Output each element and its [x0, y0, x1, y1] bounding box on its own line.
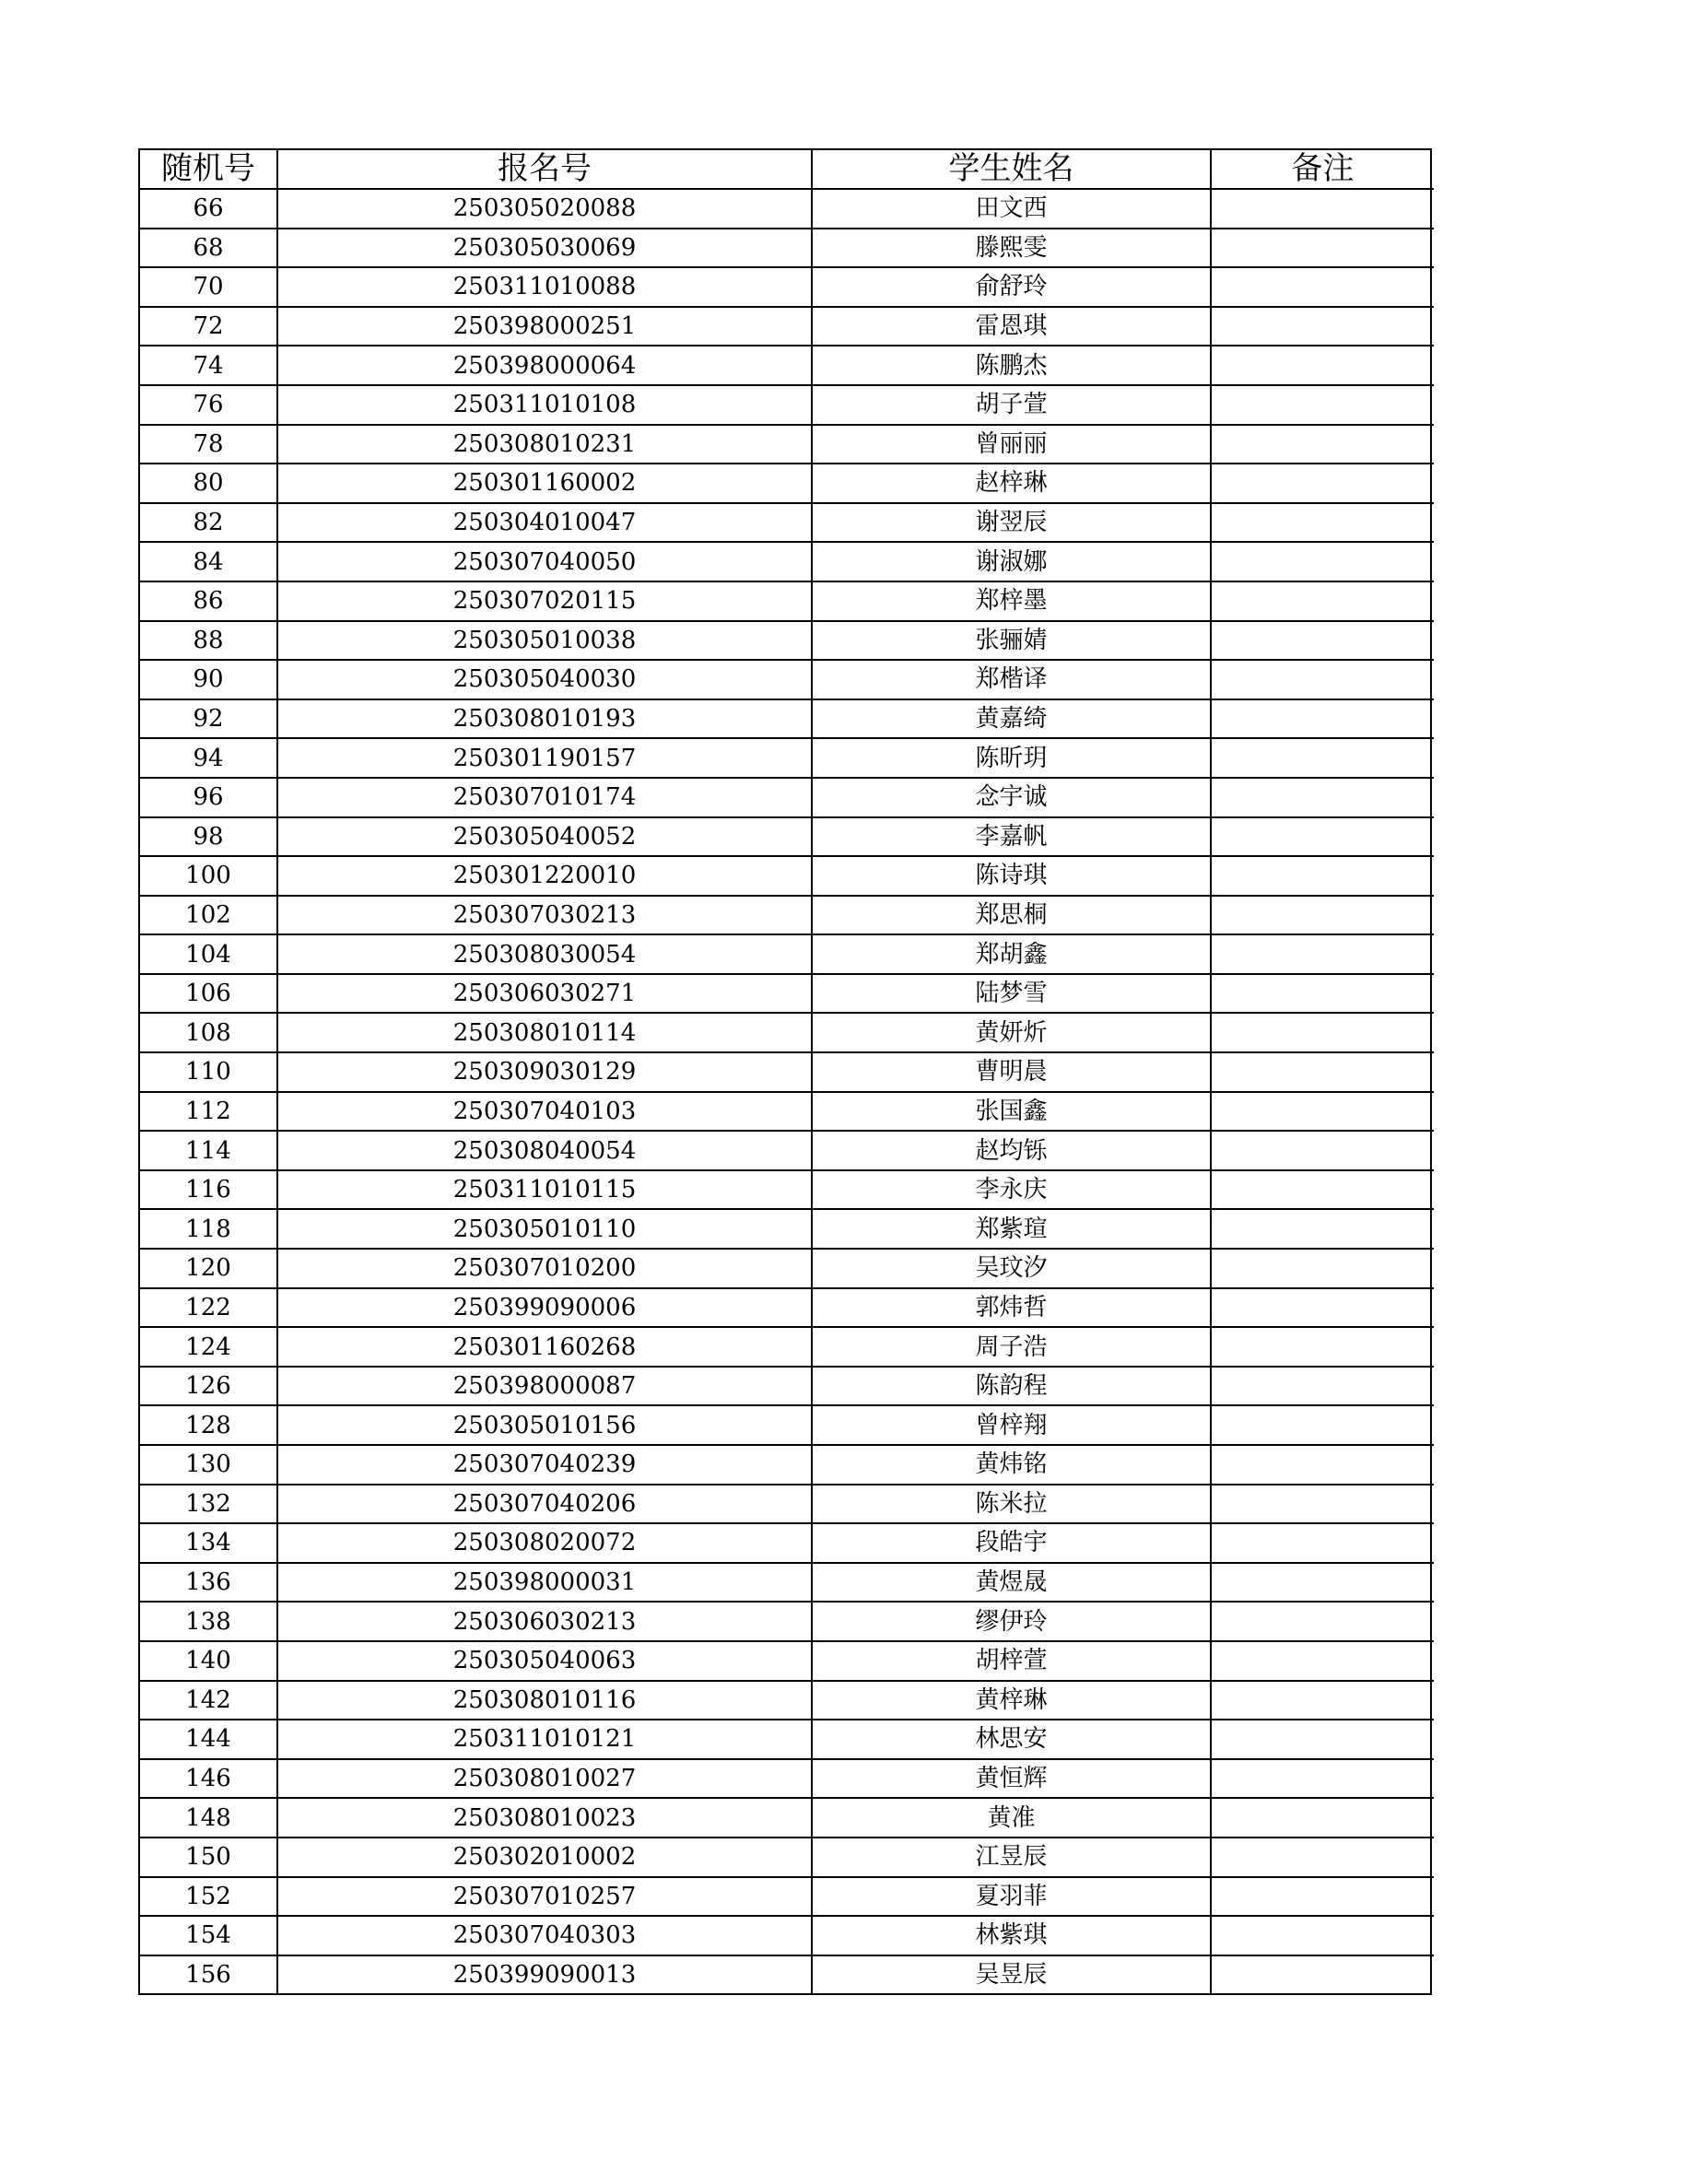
- table-row: [140, 1092, 1434, 1132]
- random-number-cell: 84: [140, 542, 277, 581]
- table-row: [140, 1367, 1434, 1406]
- random-number-cell: 148: [140, 1798, 277, 1838]
- student-name-cell: 郑梓墨: [812, 581, 1211, 621]
- student-name-cell: 黄妍炘: [812, 1013, 1211, 1052]
- remarks-cell: [1211, 1955, 1434, 1994]
- random-number-cell: 88: [140, 621, 277, 661]
- registration-number-cell: 250399090006: [277, 1288, 812, 1328]
- registration-number-cell: 250308010027: [277, 1759, 812, 1799]
- student-name-cell: 陆梦雪: [812, 974, 1211, 1014]
- table-row: [140, 1131, 1434, 1170]
- registration-number-cell: 250308010193: [277, 699, 812, 739]
- random-number-cell: 80: [140, 464, 277, 503]
- random-number-cell: 96: [140, 778, 277, 817]
- table-row: [140, 581, 1434, 621]
- table-row: [140, 1916, 1434, 1955]
- table-row: [140, 738, 1434, 778]
- student-name-cell: 陈米拉: [812, 1485, 1211, 1524]
- header-random-number: 随机号: [140, 150, 277, 189]
- table-row: [140, 307, 1434, 346]
- table-row: [140, 1249, 1434, 1288]
- remarks-cell: [1211, 1681, 1434, 1720]
- remarks-cell: [1211, 581, 1434, 621]
- registration-number-cell: 250311010115: [277, 1170, 812, 1210]
- remarks-cell: [1211, 1209, 1434, 1249]
- student-name-cell: 吴玟汐: [812, 1249, 1211, 1288]
- header-row: [140, 150, 1434, 189]
- remarks-cell: [1211, 385, 1434, 425]
- table-row: [140, 1838, 1434, 1877]
- registration-number-cell: 250308030054: [277, 934, 812, 974]
- random-number-cell: 124: [140, 1327, 277, 1367]
- student-name-cell: 黄恒辉: [812, 1759, 1211, 1799]
- student-name-cell: 郑楷译: [812, 660, 1211, 699]
- student-name-cell: 曾梓翔: [812, 1405, 1211, 1445]
- remarks-cell: [1211, 503, 1434, 543]
- student-name-cell: 张国鑫: [812, 1092, 1211, 1132]
- table-row: [140, 1405, 1434, 1445]
- student-name-cell: 江昱辰: [812, 1838, 1211, 1877]
- random-number-cell: 120: [140, 1249, 277, 1288]
- table-row: [140, 778, 1434, 817]
- registration-number-cell: 250398000031: [277, 1563, 812, 1603]
- random-number-cell: 130: [140, 1445, 277, 1485]
- remarks-cell: [1211, 1877, 1434, 1917]
- remarks-cell: [1211, 934, 1434, 974]
- table-row: [140, 425, 1434, 464]
- remarks-cell: [1211, 974, 1434, 1014]
- table-row: [140, 1681, 1434, 1720]
- random-number-cell: 112: [140, 1092, 277, 1132]
- table-row: [140, 660, 1434, 699]
- registration-number-cell: 250398000087: [277, 1367, 812, 1406]
- remarks-cell: [1211, 1367, 1434, 1406]
- table-row: [140, 1170, 1434, 1210]
- random-number-cell: 142: [140, 1681, 277, 1720]
- registration-number-cell: 250309030129: [277, 1052, 812, 1092]
- table-row: [140, 385, 1434, 425]
- random-number-cell: 138: [140, 1602, 277, 1641]
- random-number-cell: 140: [140, 1641, 277, 1681]
- registration-number-cell: 250306030213: [277, 1602, 812, 1641]
- student-name-cell: 李嘉帆: [812, 817, 1211, 857]
- table-row: [140, 1523, 1434, 1563]
- registration-number-cell: 250307040303: [277, 1916, 812, 1955]
- table-row: [140, 346, 1434, 385]
- student-name-cell: 周子浩: [812, 1327, 1211, 1367]
- remarks-cell: [1211, 1759, 1434, 1799]
- remarks-cell: [1211, 1013, 1434, 1052]
- registration-number-cell: 250304010047: [277, 503, 812, 543]
- random-number-cell: 122: [140, 1288, 277, 1328]
- random-number-cell: 72: [140, 307, 277, 346]
- random-number-cell: 100: [140, 856, 277, 896]
- remarks-cell: [1211, 425, 1434, 464]
- random-number-cell: 102: [140, 896, 277, 935]
- student-name-cell: 曾丽丽: [812, 425, 1211, 464]
- random-number-cell: 94: [140, 738, 277, 778]
- table-row: [140, 229, 1434, 268]
- registration-number-cell: 250305040030: [277, 660, 812, 699]
- student-name-cell: 林紫琪: [812, 1916, 1211, 1955]
- random-number-cell: 128: [140, 1405, 277, 1445]
- registration-number-cell: 250306030271: [277, 974, 812, 1014]
- student-name-cell: 念宇诚: [812, 778, 1211, 817]
- student-name-cell: 陈鹏杰: [812, 346, 1211, 385]
- table-row: [140, 267, 1434, 307]
- registration-number-cell: 250307040206: [277, 1485, 812, 1524]
- remarks-cell: [1211, 1405, 1434, 1445]
- remarks-cell: [1211, 542, 1434, 581]
- header-remarks: 备注: [1211, 150, 1434, 189]
- student-name-cell: 吴昱辰: [812, 1955, 1211, 1994]
- student-name-cell: 谢翌辰: [812, 503, 1211, 543]
- registration-number-cell: 250311010121: [277, 1720, 812, 1759]
- registration-number-cell: 250308010116: [277, 1681, 812, 1720]
- remarks-cell: [1211, 738, 1434, 778]
- table-row: [140, 974, 1434, 1014]
- registration-number-cell: 250305010156: [277, 1405, 812, 1445]
- student-name-cell: 郑紫瑄: [812, 1209, 1211, 1249]
- registration-number-cell: 250308010023: [277, 1798, 812, 1838]
- registration-number-cell: 250305020088: [277, 189, 812, 229]
- random-number-cell: 136: [140, 1563, 277, 1603]
- student-name-cell: 李永庆: [812, 1170, 1211, 1210]
- registration-number-cell: 250302010002: [277, 1838, 812, 1877]
- remarks-cell: [1211, 621, 1434, 661]
- registration-number-cell: 250301190157: [277, 738, 812, 778]
- student-name-cell: 郭炜哲: [812, 1288, 1211, 1328]
- registration-number-cell: 250301160268: [277, 1327, 812, 1367]
- registration-number-cell: 250307040103: [277, 1092, 812, 1132]
- registration-number-cell: 250307040239: [277, 1445, 812, 1485]
- student-name-cell: 胡子萱: [812, 385, 1211, 425]
- student-name-cell: 缪伊玲: [812, 1602, 1211, 1641]
- registration-number-cell: 250308010231: [277, 425, 812, 464]
- random-number-cell: 66: [140, 189, 277, 229]
- remarks-cell: [1211, 1720, 1434, 1759]
- random-number-cell: 78: [140, 425, 277, 464]
- table-row: [140, 621, 1434, 661]
- student-name-cell: 黄炜铭: [812, 1445, 1211, 1485]
- registration-number-cell: 250311010108: [277, 385, 812, 425]
- registration-number-cell: 250305040063: [277, 1641, 812, 1681]
- student-list-sheet: [138, 148, 1432, 1995]
- remarks-cell: [1211, 464, 1434, 503]
- registration-number-cell: 250307010174: [277, 778, 812, 817]
- table-row: [140, 1013, 1434, 1052]
- registration-number-cell: 250398000251: [277, 307, 812, 346]
- header-student-name: 学生姓名: [812, 150, 1211, 189]
- remarks-cell: [1211, 1288, 1434, 1328]
- table-row: [140, 1877, 1434, 1917]
- table-row: [140, 1327, 1434, 1367]
- student-name-cell: 陈诗琪: [812, 856, 1211, 896]
- table-row: [140, 503, 1434, 543]
- random-number-cell: 86: [140, 581, 277, 621]
- registration-number-cell: 250311010088: [277, 267, 812, 307]
- remarks-cell: [1211, 817, 1434, 857]
- remarks-cell: [1211, 1602, 1434, 1641]
- remarks-cell: [1211, 660, 1434, 699]
- remarks-cell: [1211, 1445, 1434, 1485]
- student-name-cell: 谢淑娜: [812, 542, 1211, 581]
- random-number-cell: 110: [140, 1052, 277, 1092]
- student-name-cell: 胡梓萱: [812, 1641, 1211, 1681]
- table-row: [140, 1563, 1434, 1603]
- student-name-cell: 郑胡鑫: [812, 934, 1211, 974]
- remarks-cell: [1211, 1327, 1434, 1367]
- registration-number-cell: 250307010257: [277, 1877, 812, 1917]
- table-row: [140, 1798, 1434, 1838]
- table-row: [140, 856, 1434, 896]
- table-row: [140, 1602, 1434, 1641]
- table-row: [140, 1720, 1434, 1759]
- registration-number-cell: 250305040052: [277, 817, 812, 857]
- table-row: [140, 1445, 1434, 1485]
- student-name-cell: 夏羽菲: [812, 1877, 1211, 1917]
- random-number-cell: 70: [140, 267, 277, 307]
- random-number-cell: 154: [140, 1916, 277, 1955]
- random-number-cell: 68: [140, 229, 277, 268]
- remarks-cell: [1211, 189, 1434, 229]
- registration-number-cell: 250307010200: [277, 1249, 812, 1288]
- random-number-cell: 106: [140, 974, 277, 1014]
- registration-number-cell: 250307030213: [277, 896, 812, 935]
- student-name-cell: 黄煜晟: [812, 1563, 1211, 1603]
- remarks-cell: [1211, 1916, 1434, 1955]
- student-name-cell: 赵梓琳: [812, 464, 1211, 503]
- random-number-cell: 104: [140, 934, 277, 974]
- remarks-cell: [1211, 1563, 1434, 1603]
- table-row: [140, 542, 1434, 581]
- student-name-cell: 林思安: [812, 1720, 1211, 1759]
- remarks-cell: [1211, 1249, 1434, 1288]
- random-number-cell: 98: [140, 817, 277, 857]
- remarks-cell: [1211, 229, 1434, 268]
- student-name-cell: 黄准: [812, 1798, 1211, 1838]
- student-name-cell: 黄嘉绮: [812, 699, 1211, 739]
- remarks-cell: [1211, 1485, 1434, 1524]
- table-body: [140, 189, 1434, 1993]
- student-name-cell: 赵均铄: [812, 1131, 1211, 1170]
- student-name-cell: 郑思桐: [812, 896, 1211, 935]
- registration-number-cell: 250399090013: [277, 1955, 812, 1994]
- table-row: [140, 1288, 1434, 1328]
- remarks-cell: [1211, 307, 1434, 346]
- random-number-cell: 108: [140, 1013, 277, 1052]
- random-number-cell: 132: [140, 1485, 277, 1524]
- remarks-cell: [1211, 267, 1434, 307]
- table-row: [140, 896, 1434, 935]
- remarks-cell: [1211, 1523, 1434, 1563]
- registration-number-cell: 250398000064: [277, 346, 812, 385]
- random-number-cell: 90: [140, 660, 277, 699]
- remarks-cell: [1211, 1131, 1434, 1170]
- random-number-cell: 156: [140, 1955, 277, 1994]
- remarks-cell: [1211, 699, 1434, 739]
- table-row: [140, 464, 1434, 503]
- registration-number-cell: 250301160002: [277, 464, 812, 503]
- remarks-cell: [1211, 1798, 1434, 1838]
- random-number-cell: 146: [140, 1759, 277, 1799]
- header-registration-number: 报名号: [277, 150, 812, 189]
- table-row: [140, 189, 1434, 229]
- table-row: [140, 1485, 1434, 1524]
- remarks-cell: [1211, 778, 1434, 817]
- random-number-cell: 114: [140, 1131, 277, 1170]
- student-table: [140, 150, 1434, 1993]
- random-number-cell: 152: [140, 1877, 277, 1917]
- remarks-cell: [1211, 1838, 1434, 1877]
- student-name-cell: 雷恩琪: [812, 307, 1211, 346]
- remarks-cell: [1211, 856, 1434, 896]
- student-name-cell: 段皓宇: [812, 1523, 1211, 1563]
- table-row: [140, 1759, 1434, 1799]
- random-number-cell: 126: [140, 1367, 277, 1406]
- table-row: [140, 1641, 1434, 1681]
- random-number-cell: 118: [140, 1209, 277, 1249]
- registration-number-cell: 250301220010: [277, 856, 812, 896]
- table-row: [140, 934, 1434, 974]
- table-row: [140, 817, 1434, 857]
- table-row: [140, 1052, 1434, 1092]
- table-row: [140, 1209, 1434, 1249]
- student-name-cell: 黄梓琳: [812, 1681, 1211, 1720]
- registration-number-cell: 250308040054: [277, 1131, 812, 1170]
- registration-number-cell: 250307040050: [277, 542, 812, 581]
- student-name-cell: 俞舒玲: [812, 267, 1211, 307]
- remarks-cell: [1211, 1092, 1434, 1132]
- remarks-cell: [1211, 1052, 1434, 1092]
- remarks-cell: [1211, 1170, 1434, 1210]
- remarks-cell: [1211, 1641, 1434, 1681]
- random-number-cell: 134: [140, 1523, 277, 1563]
- table-row: [140, 699, 1434, 739]
- random-number-cell: 92: [140, 699, 277, 739]
- registration-number-cell: 250307020115: [277, 581, 812, 621]
- student-name-cell: 滕熙雯: [812, 229, 1211, 268]
- table-row: [140, 1955, 1434, 1994]
- student-name-cell: 田文西: [812, 189, 1211, 229]
- registration-number-cell: 250305030069: [277, 229, 812, 268]
- random-number-cell: 74: [140, 346, 277, 385]
- student-name-cell: 曹明晨: [812, 1052, 1211, 1092]
- registration-number-cell: 250308020072: [277, 1523, 812, 1563]
- random-number-cell: 144: [140, 1720, 277, 1759]
- registration-number-cell: 250305010038: [277, 621, 812, 661]
- random-number-cell: 82: [140, 503, 277, 543]
- random-number-cell: 76: [140, 385, 277, 425]
- random-number-cell: 116: [140, 1170, 277, 1210]
- student-name-cell: 陈昕玥: [812, 738, 1211, 778]
- registration-number-cell: 250308010114: [277, 1013, 812, 1052]
- random-number-cell: 150: [140, 1838, 277, 1877]
- remarks-cell: [1211, 346, 1434, 385]
- remarks-cell: [1211, 896, 1434, 935]
- registration-number-cell: 250305010110: [277, 1209, 812, 1249]
- student-name-cell: 张骊婧: [812, 621, 1211, 661]
- student-name-cell: 陈韵程: [812, 1367, 1211, 1406]
